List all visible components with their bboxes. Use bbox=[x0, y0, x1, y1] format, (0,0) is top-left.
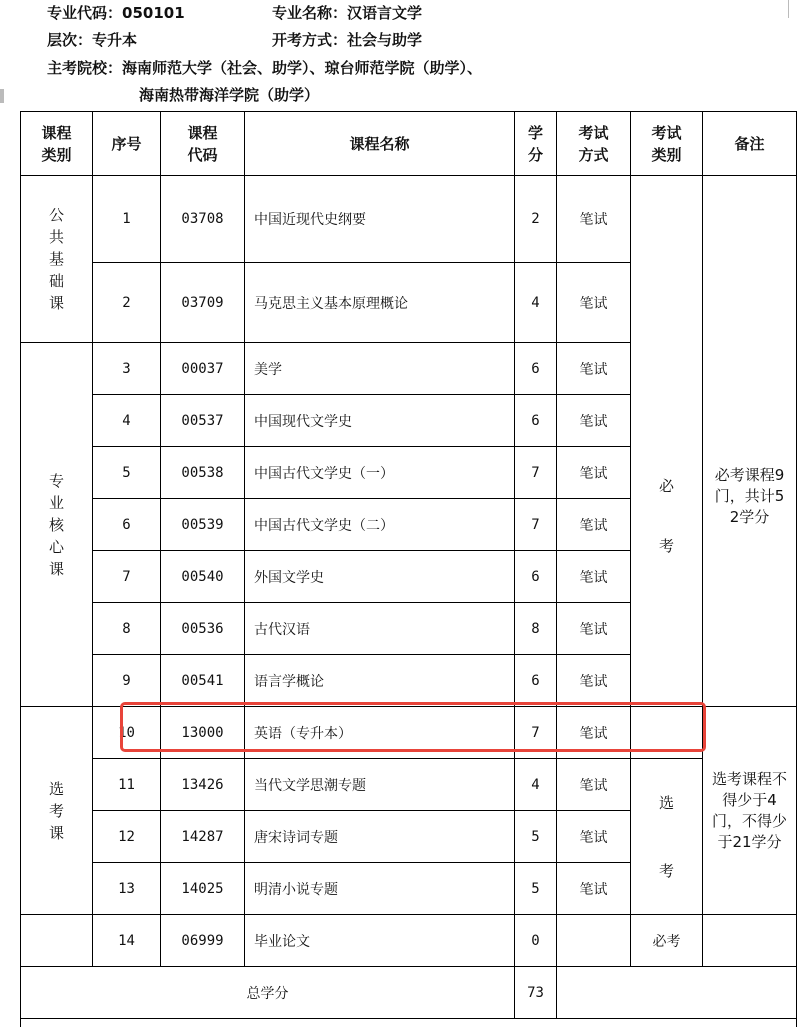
row-credit: 7 bbox=[515, 447, 557, 499]
row-name: 语言学概论 bbox=[245, 655, 515, 707]
row-seq: 4 bbox=[93, 395, 161, 447]
row-method: 笔试 bbox=[557, 447, 631, 499]
major-code-label: 专业代码： bbox=[47, 4, 123, 22]
row-code: 00037 bbox=[161, 343, 245, 395]
total-row bbox=[21, 967, 797, 1019]
row-method: 笔试 bbox=[557, 811, 631, 863]
major-name-label: 专业名称： bbox=[272, 4, 348, 22]
header-code: 课程代码 bbox=[161, 112, 245, 176]
row-code: 00538 bbox=[161, 447, 245, 499]
page-edge-mark bbox=[788, 0, 789, 18]
remark-elective: 选考课程不得少于4门，不得少于21学分 bbox=[703, 707, 797, 915]
row-name: 中国近现代史纲要 bbox=[245, 176, 515, 263]
major-name: 汉语言文学 bbox=[347, 4, 423, 22]
exam-type-elective: 选 考 bbox=[631, 759, 703, 915]
total-credit: 73 bbox=[515, 967, 557, 1019]
row-seq: 9 bbox=[93, 655, 161, 707]
table-trailing-row bbox=[21, 1019, 797, 1027]
row-name: 古代汉语 bbox=[245, 603, 515, 655]
row-name: 唐宋诗词专题 bbox=[245, 811, 515, 863]
row-name: 马克思主义基本原理概论 bbox=[245, 263, 515, 343]
row-method: 笔试 bbox=[557, 263, 631, 343]
row-code: 00536 bbox=[161, 603, 245, 655]
row-name: 美学 bbox=[245, 343, 515, 395]
row-credit: 7 bbox=[515, 499, 557, 551]
row-method: 笔试 bbox=[557, 863, 631, 915]
row-code: 13000 bbox=[161, 707, 245, 759]
header-credit: 学分 bbox=[515, 112, 557, 176]
document-header bbox=[0, 0, 800, 108]
row-code: 03708 bbox=[161, 176, 245, 263]
table-row bbox=[21, 759, 797, 811]
exam-type-thesis: 必考 bbox=[631, 915, 703, 967]
row-method: 笔试 bbox=[557, 499, 631, 551]
schools-line-2: 海南热带海洋学院（助学） bbox=[139, 86, 320, 104]
row-name: 英语（专升本） bbox=[245, 707, 515, 759]
row-credit: 2 bbox=[515, 176, 557, 263]
remark-required: 必考课程9门，共计52学分 bbox=[703, 176, 797, 707]
row-seq: 14 bbox=[93, 915, 161, 967]
row-name: 毕业论文 bbox=[245, 915, 515, 967]
course-table bbox=[20, 111, 797, 1027]
row-seq: 12 bbox=[93, 811, 161, 863]
header-method: 考试方式 bbox=[557, 112, 631, 176]
row-name: 外国文学史 bbox=[245, 551, 515, 603]
total-empty bbox=[557, 967, 797, 1019]
row-credit: 4 bbox=[515, 263, 557, 343]
row-code: 00539 bbox=[161, 499, 245, 551]
table-row-highlighted bbox=[21, 707, 797, 759]
row-code: 03709 bbox=[161, 263, 245, 343]
row-credit: 5 bbox=[515, 863, 557, 915]
header-type: 考试类别 bbox=[631, 112, 703, 176]
row-seq: 3 bbox=[93, 343, 161, 395]
row-method: 笔试 bbox=[557, 603, 631, 655]
table-header-row bbox=[21, 112, 797, 176]
row-method: 笔试 bbox=[557, 395, 631, 447]
row-name: 中国古代文学史（二） bbox=[245, 499, 515, 551]
exam-type-required: 必 考 bbox=[631, 176, 703, 707]
table-row bbox=[21, 176, 797, 263]
row-credit: 7 bbox=[515, 707, 557, 759]
major-code-line bbox=[47, 3, 185, 23]
exam-mode: 社会与助学 bbox=[347, 31, 423, 49]
remark-empty bbox=[703, 915, 797, 967]
row-code: 06999 bbox=[161, 915, 245, 967]
row-seq: 6 bbox=[93, 499, 161, 551]
row-code: 13426 bbox=[161, 759, 245, 811]
row-name: 当代文学思潮专题 bbox=[245, 759, 515, 811]
level: 专升本 bbox=[92, 31, 138, 49]
row-code: 00540 bbox=[161, 551, 245, 603]
major-name-line bbox=[272, 3, 422, 23]
row-credit: 4 bbox=[515, 759, 557, 811]
level-label: 层次： bbox=[47, 31, 93, 49]
row-credit: 6 bbox=[515, 395, 557, 447]
schools-line-1: 海南师范大学（社会、助学）、琼台师范学院（助学）、 bbox=[122, 59, 483, 77]
exam-type-empty bbox=[631, 707, 703, 759]
row-code: 14287 bbox=[161, 811, 245, 863]
row-method: 笔试 bbox=[557, 551, 631, 603]
row-credit: 6 bbox=[515, 551, 557, 603]
row-method: 笔试 bbox=[557, 176, 631, 263]
row-name: 中国现代文学史 bbox=[245, 395, 515, 447]
major-code: 050101 bbox=[122, 4, 185, 22]
category-public: 公共基础课 bbox=[21, 176, 93, 343]
row-code: 00541 bbox=[161, 655, 245, 707]
row-seq: 10 bbox=[93, 707, 161, 759]
school-line bbox=[47, 58, 482, 78]
row-credit: 8 bbox=[515, 603, 557, 655]
page-edge-mark bbox=[0, 89, 4, 103]
category-empty bbox=[21, 915, 93, 967]
row-credit: 5 bbox=[515, 811, 557, 863]
row-credit: 6 bbox=[515, 343, 557, 395]
row-code: 00537 bbox=[161, 395, 245, 447]
row-method bbox=[557, 915, 631, 967]
category-core: 专业核心课 bbox=[21, 343, 93, 707]
exam-mode-line bbox=[272, 30, 422, 50]
row-credit: 0 bbox=[515, 915, 557, 967]
exam-mode-label: 开考方式： bbox=[272, 31, 348, 49]
row-method: 笔试 bbox=[557, 655, 631, 707]
header-name: 课程名称 bbox=[245, 112, 515, 176]
row-method: 笔试 bbox=[557, 343, 631, 395]
header-remark: 备注 bbox=[703, 112, 797, 176]
row-seq: 7 bbox=[93, 551, 161, 603]
row-seq: 1 bbox=[93, 176, 161, 263]
row-name: 明清小说专题 bbox=[245, 863, 515, 915]
category-elective: 选考课 bbox=[21, 707, 93, 915]
row-seq: 2 bbox=[93, 263, 161, 343]
row-method: 笔试 bbox=[557, 707, 631, 759]
row-code: 14025 bbox=[161, 863, 245, 915]
total-label: 总学分 bbox=[21, 967, 515, 1019]
row-method: 笔试 bbox=[557, 759, 631, 811]
school-label: 主考院校： bbox=[47, 59, 123, 77]
header-category: 课程类别 bbox=[21, 112, 93, 176]
row-seq: 11 bbox=[93, 759, 161, 811]
row-name: 中国古代文学史（一） bbox=[245, 447, 515, 499]
row-seq: 5 bbox=[93, 447, 161, 499]
row-seq: 13 bbox=[93, 863, 161, 915]
row-seq: 8 bbox=[93, 603, 161, 655]
row-credit: 6 bbox=[515, 655, 557, 707]
header-seq: 序号 bbox=[93, 112, 161, 176]
table-row bbox=[21, 915, 797, 967]
level-line bbox=[47, 30, 137, 50]
